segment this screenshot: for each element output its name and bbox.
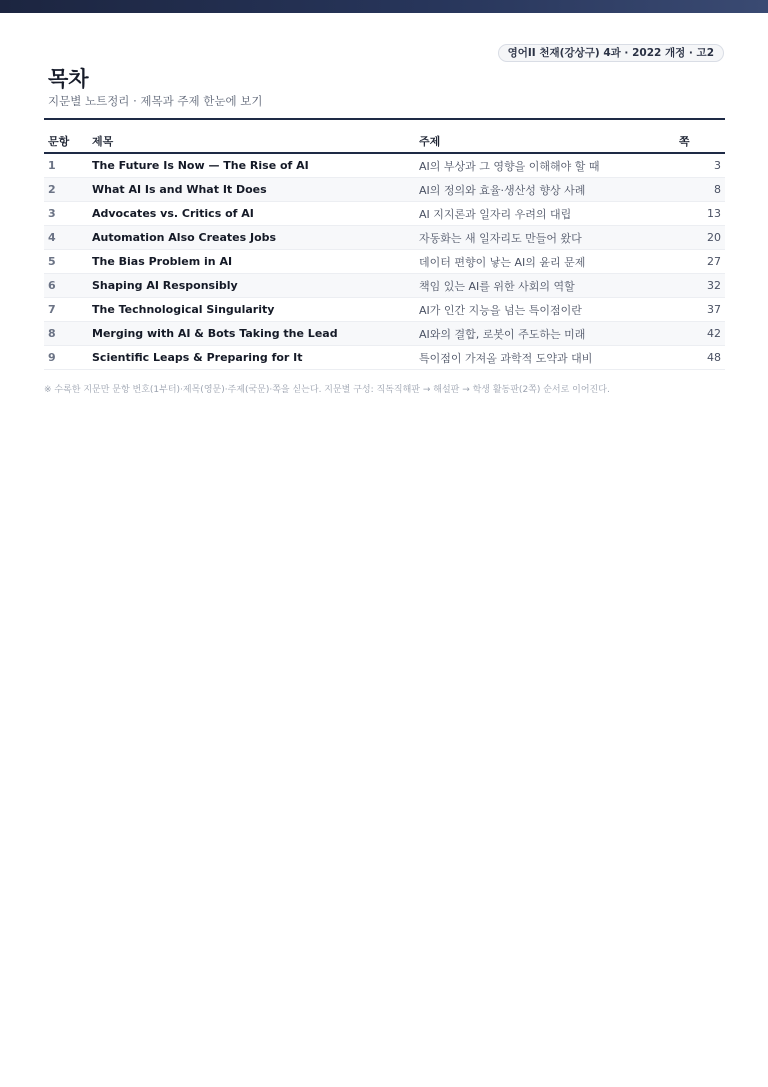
table-row[interactable] (44, 202, 725, 226)
row-title: Merging with AI & Bots Taking the Lead (88, 322, 415, 346)
row-number: 3 (44, 202, 88, 226)
row-theme: AI가 인간 지능을 넘는 특이점이란 (415, 298, 675, 322)
row-theme: 특이점이 가져올 과학적 도약과 대비 (415, 346, 675, 370)
row-title: Shaping AI Responsibly (88, 274, 415, 298)
row-page: 48 (675, 346, 725, 370)
row-page: 3 (675, 153, 725, 178)
row-number: 5 (44, 250, 88, 274)
row-page: 13 (675, 202, 725, 226)
page-title: 목차 (48, 67, 89, 91)
row-theme: 데이터 편향이 낳는 AI의 윤리 문제 (415, 250, 675, 274)
table-row[interactable] (44, 346, 725, 370)
row-page: 42 (675, 322, 725, 346)
table-row[interactable] (44, 153, 725, 178)
row-number: 9 (44, 346, 88, 370)
row-title: What AI Is and What It Does (88, 178, 415, 202)
row-theme: AI 지지론과 일자리 우려의 대립 (415, 202, 675, 226)
page-subtitle: 지문별 노트정리 · 제목과 주제 한눈에 보기 (48, 94, 263, 108)
row-number: 7 (44, 298, 88, 322)
row-theme: AI의 부상과 그 영향을 이해해야 할 때 (415, 153, 675, 178)
row-title: Scientific Leaps & Preparing for It (88, 346, 415, 370)
header-divider (44, 118, 725, 120)
row-title: Automation Also Creates Jobs (88, 226, 415, 250)
row-page: 20 (675, 226, 725, 250)
course-badge: 영어II 천재(강상구) 4과 · 2022 개정 · 고2 (498, 44, 724, 62)
toc-header-row (44, 130, 725, 153)
table-row[interactable] (44, 274, 725, 298)
row-number: 6 (44, 274, 88, 298)
table-row[interactable] (44, 178, 725, 202)
column-header-title: 제목 (88, 130, 415, 153)
column-header-page: 쪽 (675, 130, 725, 153)
row-number: 8 (44, 322, 88, 346)
row-page: 8 (675, 178, 725, 202)
row-number: 1 (44, 153, 88, 178)
table-row[interactable] (44, 250, 725, 274)
row-theme: 책임 있는 AI를 위한 사회의 역할 (415, 274, 675, 298)
table-row[interactable] (44, 298, 725, 322)
toc-table (44, 130, 725, 370)
column-header-theme: 주제 (415, 130, 675, 153)
row-number: 4 (44, 226, 88, 250)
row-theme: AI의 정의와 효율·생산성 향상 사례 (415, 178, 675, 202)
row-theme: 자동화는 새 일자리도 만들어 왔다 (415, 226, 675, 250)
row-page: 37 (675, 298, 725, 322)
top-banner (0, 0, 768, 13)
row-page: 32 (675, 274, 725, 298)
row-title: The Bias Problem in AI (88, 250, 415, 274)
row-title: The Future Is Now — The Rise of AI (88, 153, 415, 178)
footnote: ※ 수록한 지문만 문항 번호(1부터)·제목(영문)·주제(국문)·쪽을 싣는다. 지문별 구성: 직독직해판 → 해설판 → 학생 활동판(2쪽) 순서로 이어진다. (44, 385, 610, 395)
row-theme: AI와의 결합, 로봇이 주도하는 미래 (415, 322, 675, 346)
table-row[interactable] (44, 226, 725, 250)
row-title: The Technological Singularity (88, 298, 415, 322)
table-row[interactable] (44, 322, 725, 346)
row-page: 27 (675, 250, 725, 274)
row-title: Advocates vs. Critics of AI (88, 202, 415, 226)
column-header-num: 문항 (44, 130, 88, 153)
row-number: 2 (44, 178, 88, 202)
